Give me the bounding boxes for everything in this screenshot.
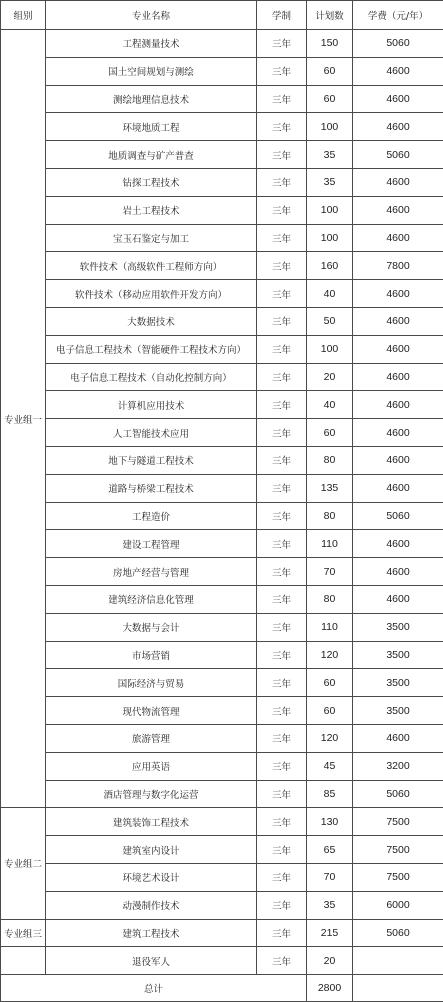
major-cell: 测绘地理信息技术 [46, 85, 257, 113]
fee-cell: 4600 [353, 168, 443, 196]
duration-cell: 三年 [257, 669, 307, 697]
table-row [1, 502, 443, 530]
table-header-row [1, 1, 443, 30]
plan-cell: 100 [307, 335, 353, 363]
header-major: 专业名称 [46, 1, 257, 30]
major-cell: 大数据技术 [46, 307, 257, 335]
table-row [1, 335, 443, 363]
plan-cell: 150 [307, 30, 353, 58]
table-row [1, 891, 443, 919]
table-row [1, 141, 443, 169]
plan-cell: 20 [307, 363, 353, 391]
total-plan: 2800 [307, 975, 353, 1002]
fee-cell: 4600 [353, 446, 443, 474]
table-row [1, 446, 443, 474]
duration-cell: 三年 [257, 85, 307, 113]
fee-cell: 7800 [353, 252, 443, 280]
duration-cell: 三年 [257, 252, 307, 280]
veteran-fee-cell [353, 947, 443, 975]
header-duration: 学制 [257, 1, 307, 30]
table-row [1, 836, 443, 864]
fee-cell: 7500 [353, 836, 443, 864]
duration-cell: 三年 [257, 335, 307, 363]
plan-cell: 40 [307, 280, 353, 308]
fee-cell: 5060 [353, 780, 443, 808]
plan-cell: 120 [307, 724, 353, 752]
fee-cell: 4600 [353, 558, 443, 586]
duration-cell: 三年 [257, 141, 307, 169]
table-row [1, 196, 443, 224]
header-plan: 计划数 [307, 1, 353, 30]
duration-cell: 三年 [257, 613, 307, 641]
major-cell: 现代物流管理 [46, 697, 257, 725]
fee-cell: 5060 [353, 919, 443, 947]
plan-cell: 60 [307, 419, 353, 447]
table-row [1, 558, 443, 586]
veteran-group-cell [1, 947, 46, 975]
fee-cell: 3200 [353, 752, 443, 780]
major-cell: 酒店管理与数字化运营 [46, 780, 257, 808]
major-cell: 人工智能技术应用 [46, 419, 257, 447]
table-row [1, 613, 443, 641]
duration-cell: 三年 [257, 280, 307, 308]
table-row [1, 113, 443, 141]
plan-cell: 80 [307, 502, 353, 530]
veteran-row [1, 947, 443, 975]
fee-cell: 3500 [353, 641, 443, 669]
plan-cell: 110 [307, 613, 353, 641]
plan-cell: 100 [307, 224, 353, 252]
fee-cell: 3500 [353, 697, 443, 725]
fee-cell: 4600 [353, 280, 443, 308]
duration-cell: 三年 [257, 585, 307, 613]
duration-cell: 三年 [257, 863, 307, 891]
total-fee-cell [353, 975, 443, 1002]
header-fee: 学费（元/年） [353, 1, 443, 30]
plan-cell: 215 [307, 919, 353, 947]
plan-cell: 35 [307, 168, 353, 196]
fee-cell: 5060 [353, 141, 443, 169]
plan-cell: 60 [307, 85, 353, 113]
veteran-plan-cell: 20 [307, 947, 353, 975]
table-row [1, 85, 443, 113]
major-cell: 国土空间规划与测绘 [46, 57, 257, 85]
fee-cell: 5060 [353, 30, 443, 58]
table-row [1, 280, 443, 308]
duration-cell: 三年 [257, 502, 307, 530]
major-cell: 动漫制作技术 [46, 891, 257, 919]
fee-cell: 4600 [353, 474, 443, 502]
major-cell: 计算机应用技术 [46, 391, 257, 419]
major-cell: 市场营销 [46, 641, 257, 669]
duration-cell: 三年 [257, 113, 307, 141]
duration-cell: 三年 [257, 780, 307, 808]
table-row [1, 391, 443, 419]
fee-cell: 3500 [353, 669, 443, 697]
fee-cell: 7500 [353, 808, 443, 836]
major-cell: 软件技术（移动应用软件开发方向） [46, 280, 257, 308]
fee-cell: 4600 [353, 585, 443, 613]
table-row [1, 252, 443, 280]
table-row [1, 474, 443, 502]
plan-cell: 80 [307, 446, 353, 474]
table-body [1, 30, 443, 1002]
duration-cell: 三年 [257, 57, 307, 85]
major-cell: 电子信息工程技术（智能硬件工程技术方向） [46, 335, 257, 363]
fee-cell: 4600 [353, 224, 443, 252]
duration-cell: 三年 [257, 697, 307, 725]
plan-cell: 35 [307, 891, 353, 919]
major-cell: 岩土工程技术 [46, 196, 257, 224]
fee-cell: 4600 [353, 363, 443, 391]
major-cell: 环境艺术设计 [46, 863, 257, 891]
duration-cell: 三年 [257, 474, 307, 502]
fee-cell: 4600 [353, 724, 443, 752]
plan-cell: 70 [307, 558, 353, 586]
table-row [1, 863, 443, 891]
table-row [1, 641, 443, 669]
plan-cell: 160 [307, 252, 353, 280]
total-row [1, 975, 443, 1002]
fee-cell: 4600 [353, 57, 443, 85]
major-cell: 建筑工程技术 [46, 919, 257, 947]
plan-cell: 100 [307, 196, 353, 224]
plan-cell: 60 [307, 697, 353, 725]
fee-cell: 4600 [353, 530, 443, 558]
plan-cell: 135 [307, 474, 353, 502]
duration-cell: 三年 [257, 641, 307, 669]
duration-cell: 三年 [257, 836, 307, 864]
major-cell: 钻探工程技术 [46, 168, 257, 196]
table-row [1, 919, 443, 947]
fee-cell: 4600 [353, 335, 443, 363]
fee-cell: 4600 [353, 85, 443, 113]
table-row [1, 363, 443, 391]
group-cell: 专业组一 [1, 30, 46, 808]
plan-cell: 100 [307, 113, 353, 141]
major-cell: 国际经济与贸易 [46, 669, 257, 697]
major-cell: 软件技术（高级软件工程师方向） [46, 252, 257, 280]
fee-cell: 3500 [353, 613, 443, 641]
duration-cell: 三年 [257, 391, 307, 419]
table-row [1, 780, 443, 808]
duration-cell: 三年 [257, 724, 307, 752]
plan-cell: 85 [307, 780, 353, 808]
major-cell: 环境地质工程 [46, 113, 257, 141]
plan-cell: 50 [307, 307, 353, 335]
table-row [1, 724, 443, 752]
fee-cell: 4600 [353, 196, 443, 224]
duration-cell: 三年 [257, 168, 307, 196]
table-row [1, 30, 443, 58]
table-row [1, 669, 443, 697]
major-cell: 工程造价 [46, 502, 257, 530]
duration-cell: 三年 [257, 30, 307, 58]
plan-cell: 35 [307, 141, 353, 169]
plan-cell: 110 [307, 530, 353, 558]
plan-cell: 120 [307, 641, 353, 669]
table-row [1, 224, 443, 252]
veteran-duration-cell: 三年 [257, 947, 307, 975]
major-cell: 大数据与会计 [46, 613, 257, 641]
major-cell: 地质调查与矿产普查 [46, 141, 257, 169]
table-row [1, 697, 443, 725]
fee-cell: 4600 [353, 419, 443, 447]
duration-cell: 三年 [257, 307, 307, 335]
duration-cell: 三年 [257, 224, 307, 252]
fee-cell: 4600 [353, 307, 443, 335]
major-cell: 地下与隧道工程技术 [46, 446, 257, 474]
major-cell: 工程测量技术 [46, 30, 257, 58]
major-cell: 建筑室内设计 [46, 836, 257, 864]
major-cell: 电子信息工程技术（自动化控制方向） [46, 363, 257, 391]
veteran-major-cell: 退役军人 [46, 947, 257, 975]
major-cell: 建筑经济信息化管理 [46, 585, 257, 613]
plan-cell: 60 [307, 669, 353, 697]
table-row [1, 530, 443, 558]
major-cell: 建筑装饰工程技术 [46, 808, 257, 836]
plan-cell: 45 [307, 752, 353, 780]
header-group: 组别 [1, 1, 46, 30]
fee-cell: 7500 [353, 863, 443, 891]
total-label: 总计 [1, 975, 307, 1002]
major-cell: 房地产经营与管理 [46, 558, 257, 586]
group-cell: 专业组三 [1, 919, 46, 947]
duration-cell: 三年 [257, 196, 307, 224]
table-row [1, 307, 443, 335]
table-row [1, 808, 443, 836]
plan-cell: 65 [307, 836, 353, 864]
duration-cell: 三年 [257, 919, 307, 947]
duration-cell: 三年 [257, 752, 307, 780]
duration-cell: 三年 [257, 363, 307, 391]
major-cell: 道路与桥梁工程技术 [46, 474, 257, 502]
major-cell: 应用英语 [46, 752, 257, 780]
fee-cell: 6000 [353, 891, 443, 919]
plan-cell: 130 [307, 808, 353, 836]
plan-cell: 80 [307, 585, 353, 613]
major-cell: 宝玉石鉴定与加工 [46, 224, 257, 252]
table-row [1, 419, 443, 447]
table-row [1, 57, 443, 85]
plan-cell: 40 [307, 391, 353, 419]
duration-cell: 三年 [257, 891, 307, 919]
table-row [1, 585, 443, 613]
table-row [1, 168, 443, 196]
duration-cell: 三年 [257, 419, 307, 447]
fee-cell: 4600 [353, 391, 443, 419]
duration-cell: 三年 [257, 808, 307, 836]
major-cell: 旅游管理 [46, 724, 257, 752]
duration-cell: 三年 [257, 446, 307, 474]
plan-cell: 60 [307, 57, 353, 85]
table-row [1, 752, 443, 780]
duration-cell: 三年 [257, 558, 307, 586]
duration-cell: 三年 [257, 530, 307, 558]
major-cell: 建设工程管理 [46, 530, 257, 558]
fee-cell: 4600 [353, 113, 443, 141]
group-cell: 专业组二 [1, 808, 46, 919]
fee-cell: 5060 [353, 502, 443, 530]
plan-cell: 70 [307, 863, 353, 891]
